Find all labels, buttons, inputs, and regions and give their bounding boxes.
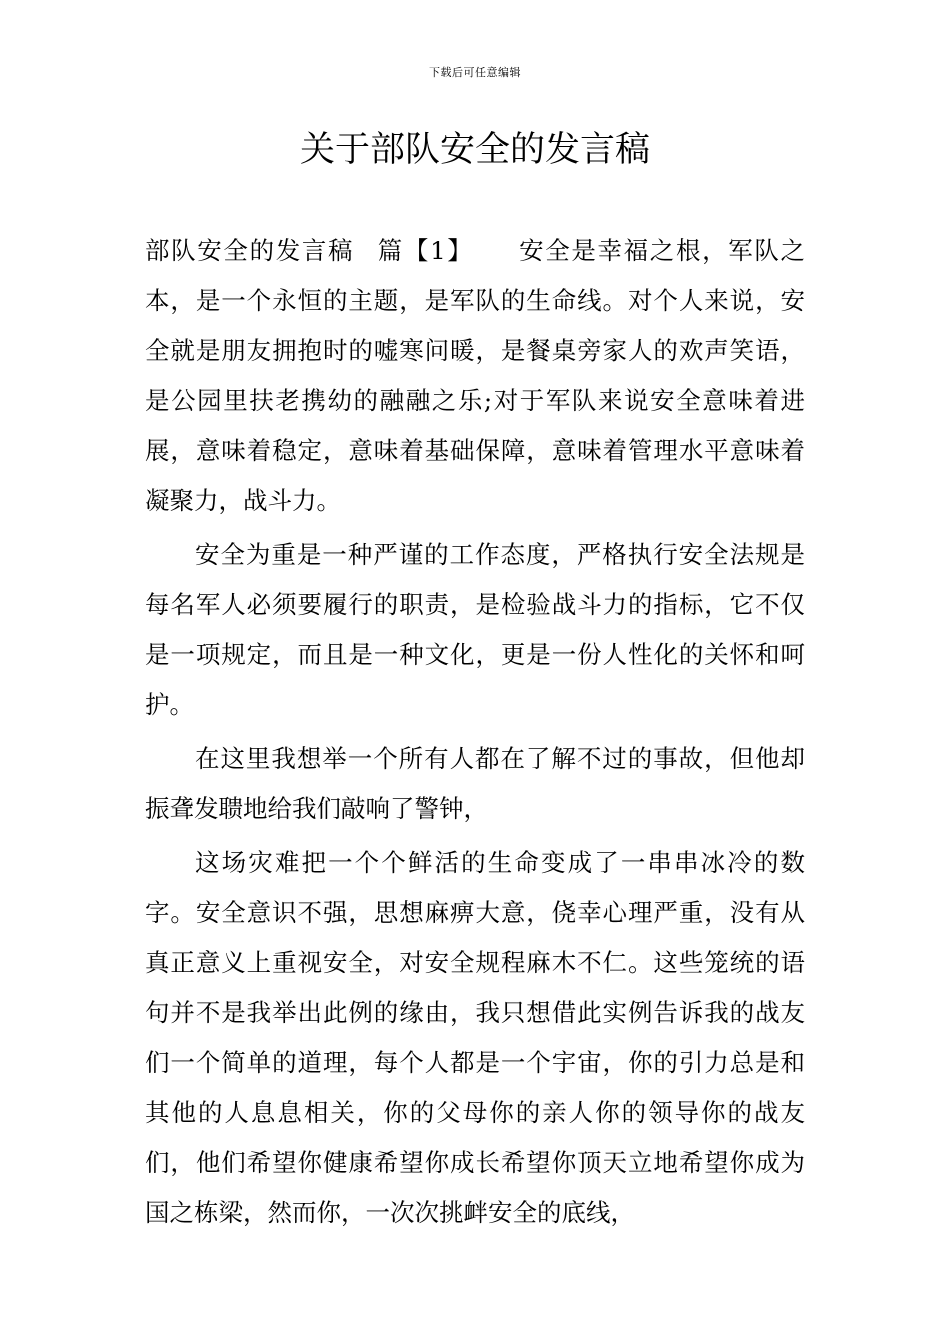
document-body [145,226,805,1242]
intro-label: 部队安全的发言稿 [145,236,355,265]
intro-text: 安全是幸福之根，军队之本，是一个永恒的主题，是军队的生命线。对个人来说，安全就是朋友拥抱时的嘘寒问暖，是餐桌旁家人的欢声笑语，是公园里扶老携幼的融融之乐;对于军队来说安全意味着进展，意味着稳定，意味着基础保障，意味着管理水平意味着凝聚力，战斗力。 [145,236,806,515]
body-paragraph: 在这里我想举一个所有人都在了解不过的事故，但他却振聋发聩地给我们敲响了警钟， [145,744,805,823]
chapter-marker: 篇【1】 [376,236,474,265]
intro-paragraph [145,226,805,526]
body-paragraph: 安全为重是一种严谨的工作态度，严格执行安全法规是每名军人必须要履行的职责，是检验战斗力的指标，它不仅是一项规定，而且是一种文化，更是一份人性化的关怀和呵护。 [145,540,805,719]
page-title: 关于部队安全的发言稿 [299,130,650,170]
body-paragraph: 这场灾难把一个个鲜活的生命变成了一串串冰冷的数字。安全意识不强，思想麻痹大意，侥幸心理严重，没有从真正意义上重视安全，对安全规程麻木不仁。这些笼统的语句并不是我举出此例的缘由，我只想借此实例告诉我的战友们一个简单的道理，每个人都是一个宇宙，你的引力总是和其他的人息息相关，你的父母你的亲人你的领导你的战友们，他们希望你健康希望你成长希望你顶天立地希望你成为国之栋梁，然而你，一次次挑衅安全的底线， [145,848,805,1227]
header-note: 下载后可任意编辑 [429,66,521,79]
